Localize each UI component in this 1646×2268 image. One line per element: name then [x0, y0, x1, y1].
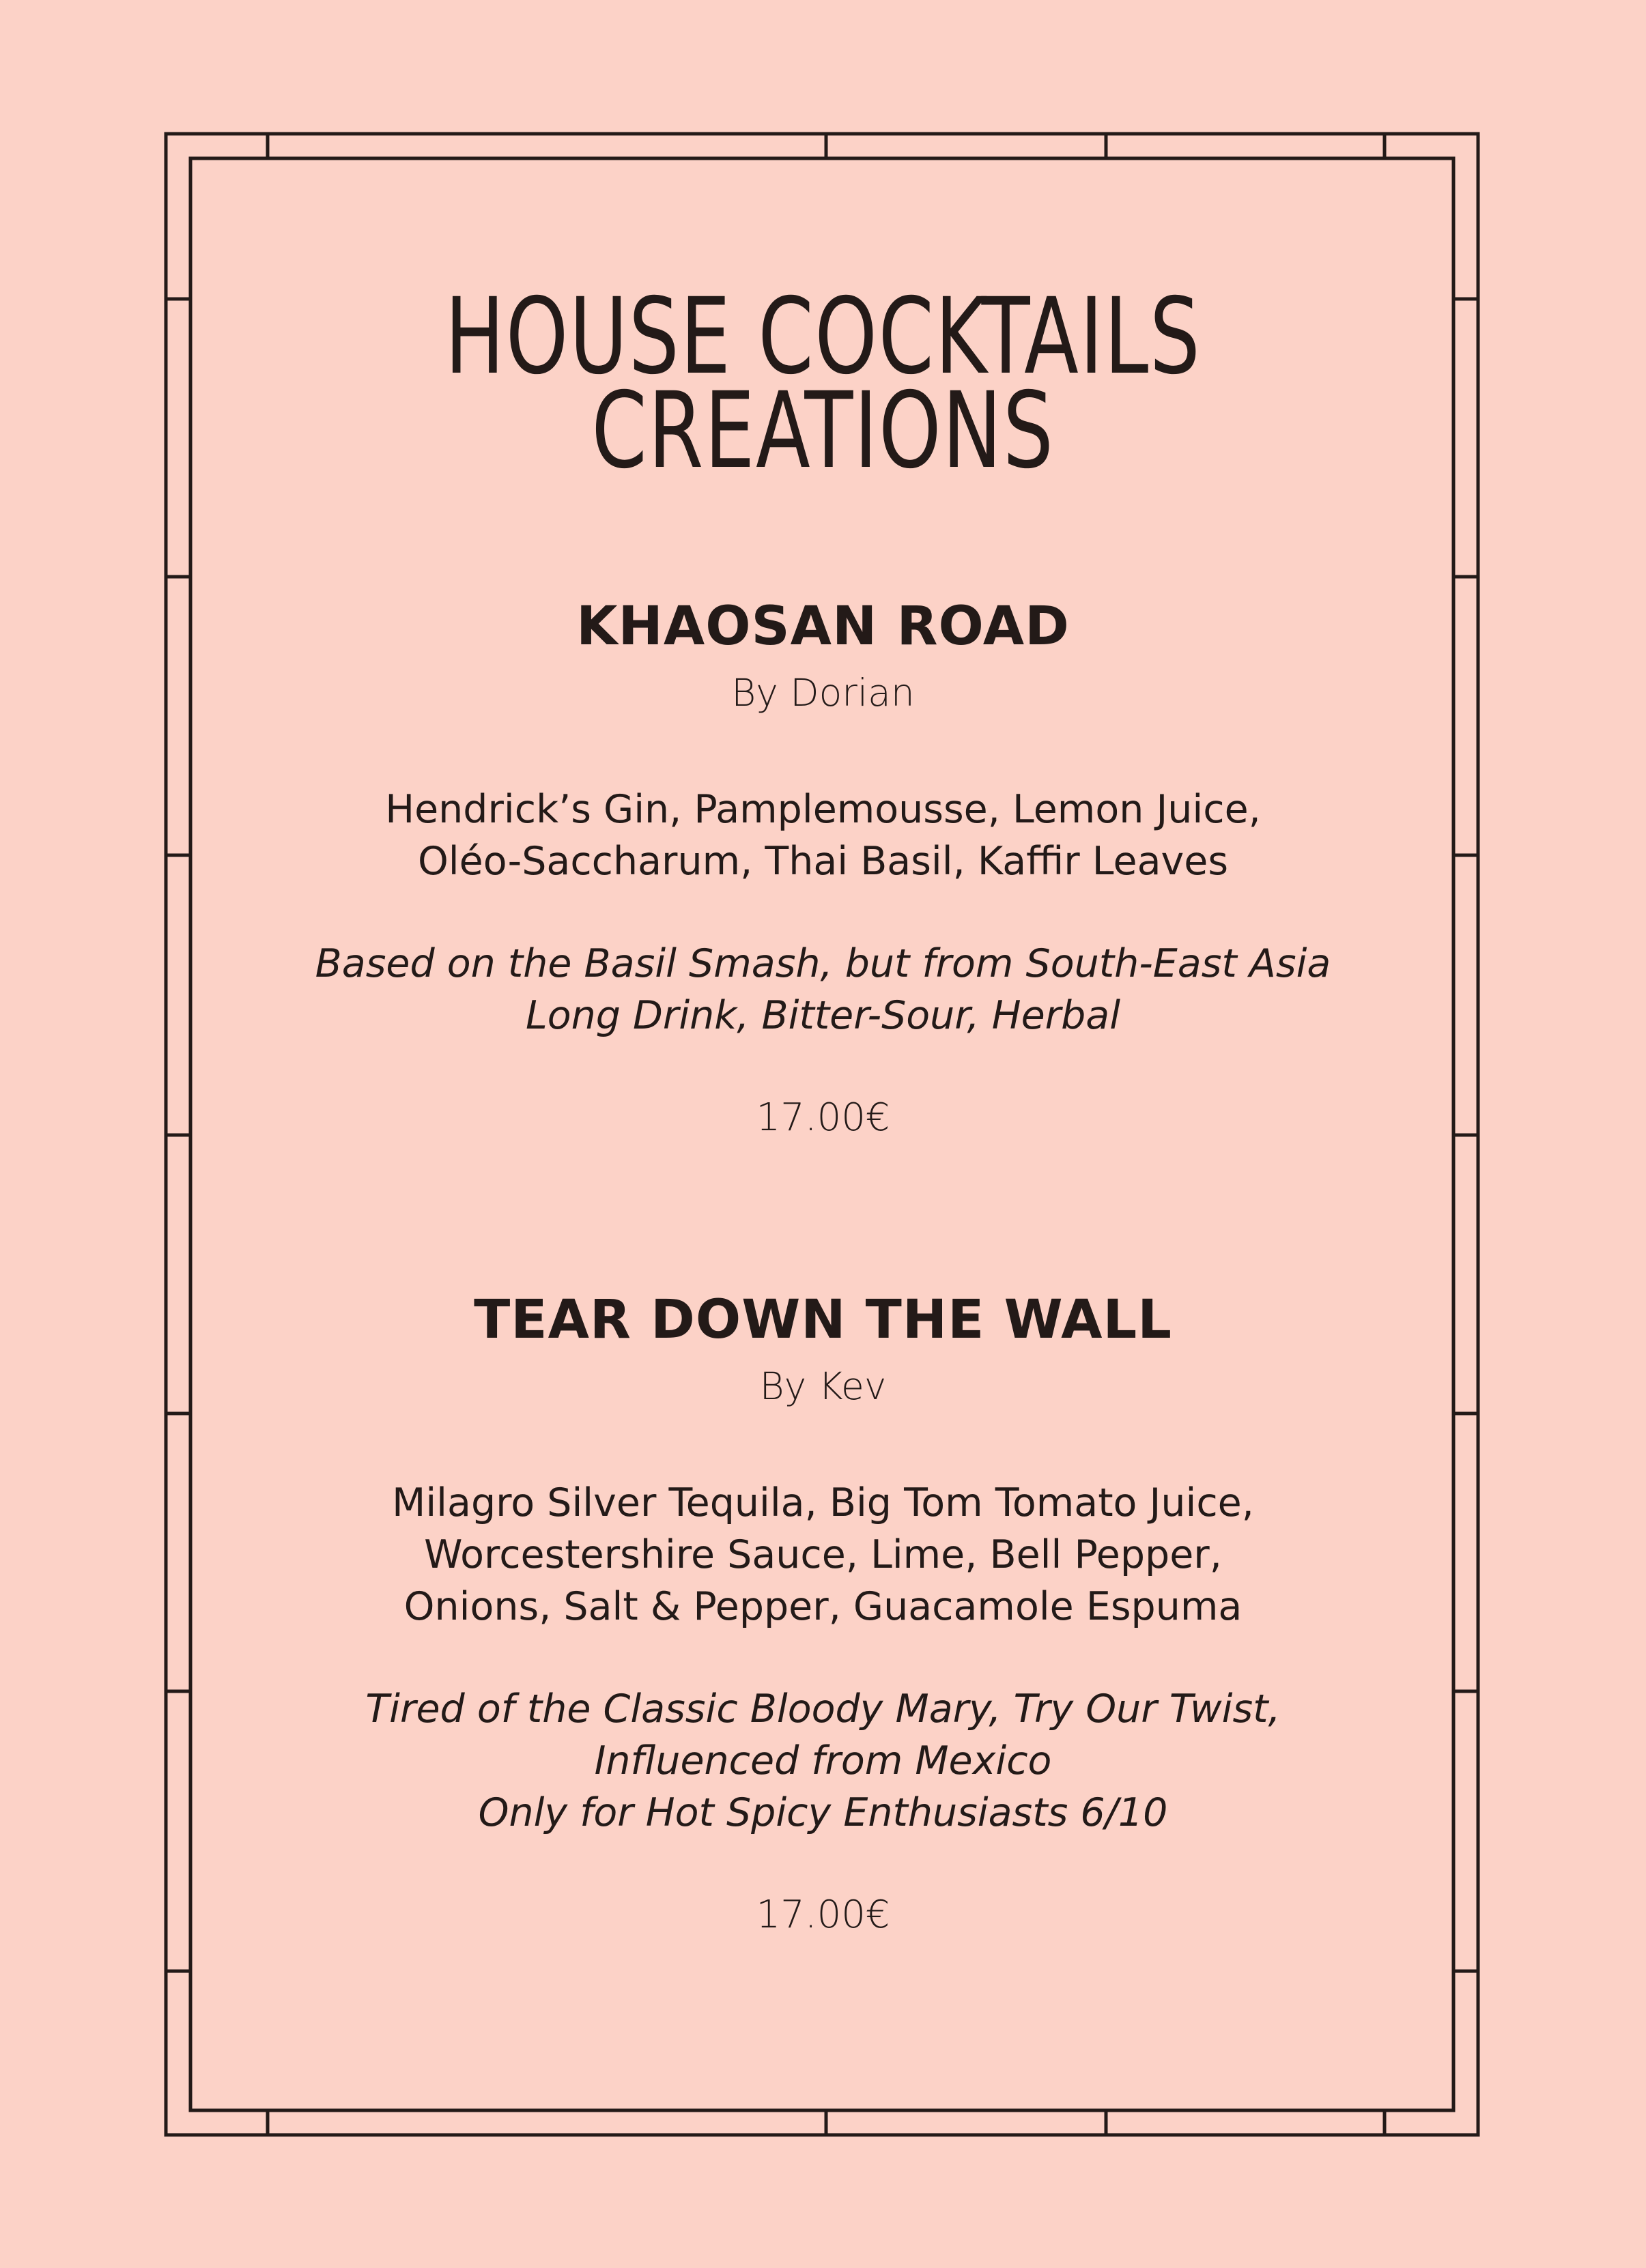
cocktail-khaosan-road [191, 592, 1455, 1144]
description-line: Only for Hot Spicy Enthusiasts 6/10 [478, 1790, 1168, 1835]
description-line: Based on the Basil Smash, but from South-East Asia [315, 941, 1331, 986]
cocktail-ingredients [191, 1477, 1455, 1633]
cocktail-price: 17.00€ [756, 1893, 890, 1937]
cocktail-ingredients [191, 784, 1455, 887]
ingredients-line: Worcestershire Sauce, Lime, Bell Pepper, [424, 1532, 1222, 1577]
menu-title-line-2: CREATIONS [591, 370, 1055, 492]
cocktail-name: KHAOSAN ROAD [576, 596, 1070, 657]
cocktail-author: By Kev [759, 1364, 887, 1408]
ingredients-line: Oléo-Saccharum, Thai Basil, Kaffir Leaves [417, 839, 1229, 884]
cocktail-description [191, 938, 1455, 1042]
cocktail-price: 17.00€ [756, 1095, 890, 1140]
ingredients-line: Milagro Silver Tequila, Big Tom Tomato Juice, [392, 1480, 1254, 1525]
cocktail-tear-down-the-wall [191, 1286, 1455, 1941]
menu-title-line-1: HOUSE COCKTAILS [444, 276, 1202, 398]
cocktail-name: TEAR DOWN THE WALL [474, 1289, 1172, 1351]
ingredients-line: Hendrick’s Gin, Pamplemousse, Lemon Juice, [385, 787, 1261, 832]
cocktail-description [191, 1683, 1455, 1839]
ingredients-line: Onions, Salt & Pepper, Guacamole Espuma [403, 1584, 1243, 1629]
description-line: Influenced from Mexico [594, 1738, 1052, 1783]
cocktail-author: By Dorian [731, 671, 915, 715]
description-line: Tired of the Classic Bloody Mary, Try Our Twist, [365, 1686, 1281, 1732]
description-line: Long Drink, Bitter-Sour, Herbal [525, 993, 1121, 1038]
menu-title [292, 276, 1354, 492]
